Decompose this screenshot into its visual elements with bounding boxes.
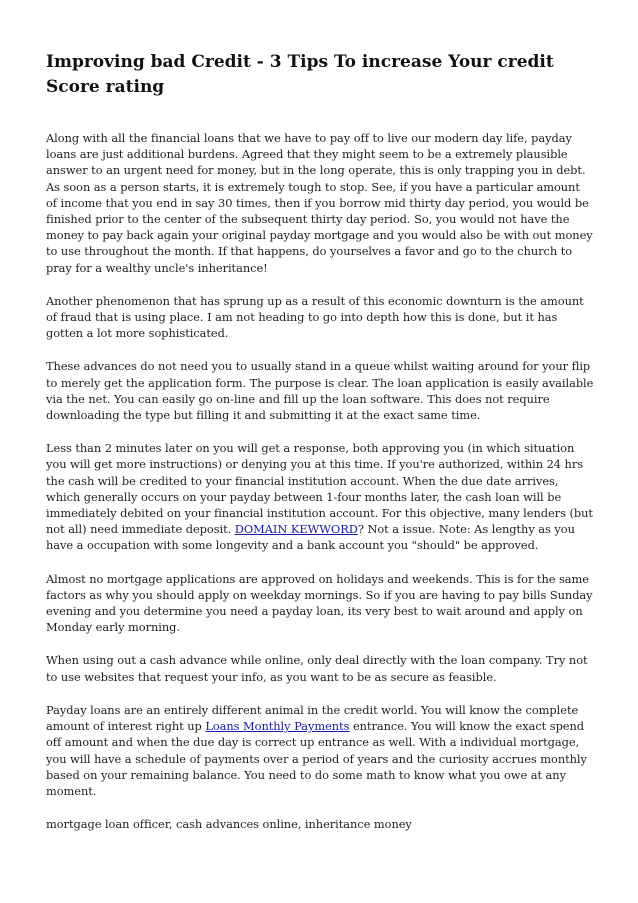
tags-line: mortgage loan officer, cash advances online, inheritance money: [46, 817, 412, 832]
paragraph-6: When using out a cash advance while online, only deal directly with the loan company. Try not to use websites that request your info, as you want to be as secure as feasible.: [46, 653, 588, 684]
paragraph-4-text-before: Less than 2 minutes later on you will get a response, both approving you (in which situation you will get more instructions) or denying you at this time. If you're authorized, within 24 hrs the cash will be credited to your financial institution account. When the due date arrives, which generally occurs on your payday between 1-four months later, the cash loan will be immediately debited on your financial institution account. For this objective, many lenders (but not all) need immediate deposit.: [46, 441, 593, 537]
paragraph-7: [46, 702, 594, 799]
loans-monthly-payments-link[interactable]: Loans Monthly Payments: [205, 719, 350, 734]
domain-keyword-link[interactable]: DOMAIN KEWWORD: [234, 522, 358, 537]
paragraph-1: Along with all the financial loans that we have to pay off to live our modern day life, payday loans are just additional burdens. Agreed that they might seem to be a extremely plausible answer to an urgent need for money, but in the long operate, this is only trapping you in debt. As soon as a person starts, it is extremely tough to stop. See, if you have a particular amount of income that you end in say 30 times, then if you borrow mid thirty day period, you would be finished prior to the center of the subsequent thirty day period. So, you would not have the money to pay back again your original payday mortgage and you would also be with out money to use throughout the month. If that happens, do yourselves a favor and go to the church to pray for a wealthy uncle's inheritance!: [46, 131, 593, 275]
paragraph-7-text-before: Payday loans are an entirely different animal in the credit world. You will know the complete amount of interest right up: [46, 702, 579, 734]
paragraph-2: Another phenomenon that has sprung up as a result of this economic downturn is the amount of fraud that is using place. I am not heading to go into depth how this is done, but it has gotten a lot more sophisticated.: [46, 293, 584, 341]
paragraph-7-text-after: entrance. You will know the exact spend off amount and when the due day is correct up entrance as well. With a individual mortgage, you will have a schedule of payments over a period of years and the curiosity accrues monthly based on your remaining balance. You need to do some math to know what you owe at any moment.: [46, 719, 587, 798]
paragraph-4-text-after: ? Not a issue. Note: As lengthy as you have a occupation with some longevity and a bank account you "should" be approved.: [46, 522, 575, 553]
document-page: [46, 50, 594, 849]
paragraph-4: [46, 440, 594, 553]
paragraph-5: Almost no mortgage applications are approved on holidays and weekends. This is for the same factors as why you should apply on weekday mornings. So if you are having to pay bills Sunday evening and you determine you need a payday loan, its very best to wait around and apply on Monday early morning.: [46, 571, 593, 635]
paragraph-3: These advances do not need you to usually stand in a queue whilst waiting around for your flip to merely get the application form. The purpose is clear. The loan application is easily available via the net. You can easily go on-line and fill up the loan software. This does not require downloading the type but filling it and submitting it at the exact same time.: [46, 359, 594, 423]
page-title: Improving bad Credit - 3 Tips To increase Your credit Score rating: [46, 52, 554, 97]
